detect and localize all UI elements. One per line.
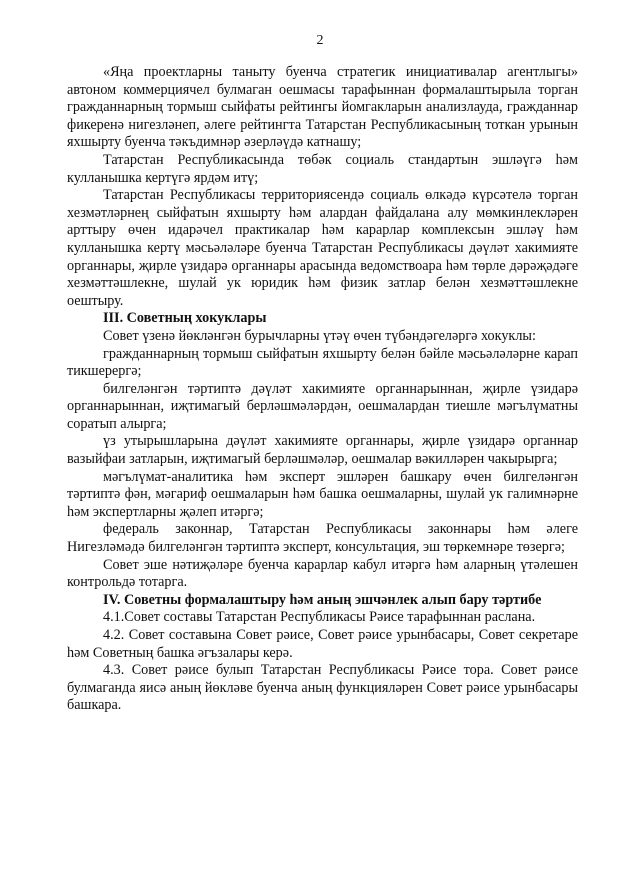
- section-ii-item: Татарстан Республикасы территориясендә социаль өлкәдә күрсәтелә торган хезмәтләрнең сыйфатын яхшырту һәм алардан файдалана алу мөмкинлекләрен арттыру өчен идарәчел практикалар һәм карарлар комплексын эшләү һәм кулланышка кертү мәсьәләләре буенча Татарстан Республикасы дәүләт хакимияте органнары, җирле үзидарә органнары арасында ведомствоара һәм төрле дәрәҗәдәге хезмәттәшлекне, шулай ук юридик һәм физик затлар белән хезмәттәшлекне оештыру.: [67, 187, 578, 309]
- section-iii-paragraph: билгеләнгән тәртиптә дәүләт хакимияте органнарыннан, җирле үзидарә органнарыннан, иҗтимагый берләшмәләрдән, оешмалардан тиешле мәгълүматны соратып алырга;: [67, 380, 578, 432]
- section-iii-paragraph: гражданнарның тормыш сыйфатын яхшырту белән бәйле мәсьәләләрне карап тикшерергә;: [67, 345, 578, 380]
- section-iv-paragraph: 4.1.Совет составы Татарстан Республикасы Рәисе тарафыннан раслана.: [103, 609, 536, 626]
- page-number: 2: [316, 33, 324, 48]
- document-body: [67, 64, 578, 715]
- section-iii-paragraph: федераль законнар, Татарстан Республикасы законнары һәм әлеге Нигезләмәдә билгеләнгән тәртиптә эксперт, консультация, эш төркемнәре төзергә;: [67, 521, 578, 556]
- section-iii-paragraph: Совет эше нәтиҗәләре буенча карарлар кабул итәргә һәм аларның үтәлешен контрольдә тотарга.: [67, 556, 578, 591]
- section-iii-paragraph: мәгълүмат-аналитика һәм эксперт эшләрен башкару өчен билгеләнгән тәртиптә фән, мәгариф оешмаларын һәм башка оешмаларны, шулай ук галимнәрне һәм экспертларны җәлеп итәргә;: [67, 468, 578, 520]
- section-iv-paragraph: 4.2. Совет составына Совет рәисе, Совет рәисе урынбасары, Совет секретаре һәм Советның башка әгъзалары керә.: [67, 627, 578, 661]
- section-iv-paragraph: 4.3. Совет рәисе булып Татарстан Республикасы Рәисе тора. Совет рәисе булмаганда яисә аның йөкләве буенча аның функцияләрен Совет рәисе урынбасары башкара.: [67, 662, 578, 714]
- section-iii-paragraph: үз утырышларына дәүләт хакимияте органнары, җирле үзидарә органнар вазыйфаи затларын, иҗтимагый берләшмәләр, оешмалар вәкилләрен чакырырга;: [67, 433, 578, 468]
- section-iii-heading: III. Советның хокуклары: [103, 310, 267, 327]
- section-iv-heading: IV. Советны формалаштыру һәм аның эшчәнлек алып бару тәртибе: [103, 591, 542, 608]
- section-iii-paragraph: Совет үзенә йөкләнгән бурычларны үтәү өчен түбәндәгеләргә хокуклы:: [103, 327, 536, 344]
- section-ii-item: «Яңа проектларны таныту буенча стратегик инициативалар агентлыгы» автоном коммерциячел булмаган оешмасы тарафыннан формалаштырыла торган гражданнарның тормыш сыйфаты рейтингы йомгакларын анализлауда, гражданнар фикеренә нигезләнеп, әлеге рейтингта Татарстан Республикасының тоткан урынын яхшырту буенча тәкъдимнәр әзерләүдә катнашу;: [67, 64, 578, 151]
- section-ii-item: Татарстан Республикасында төбәк социаль стандартын эшләүгә һәм кулланышка кертүгә ярдәм итү;: [67, 151, 578, 186]
